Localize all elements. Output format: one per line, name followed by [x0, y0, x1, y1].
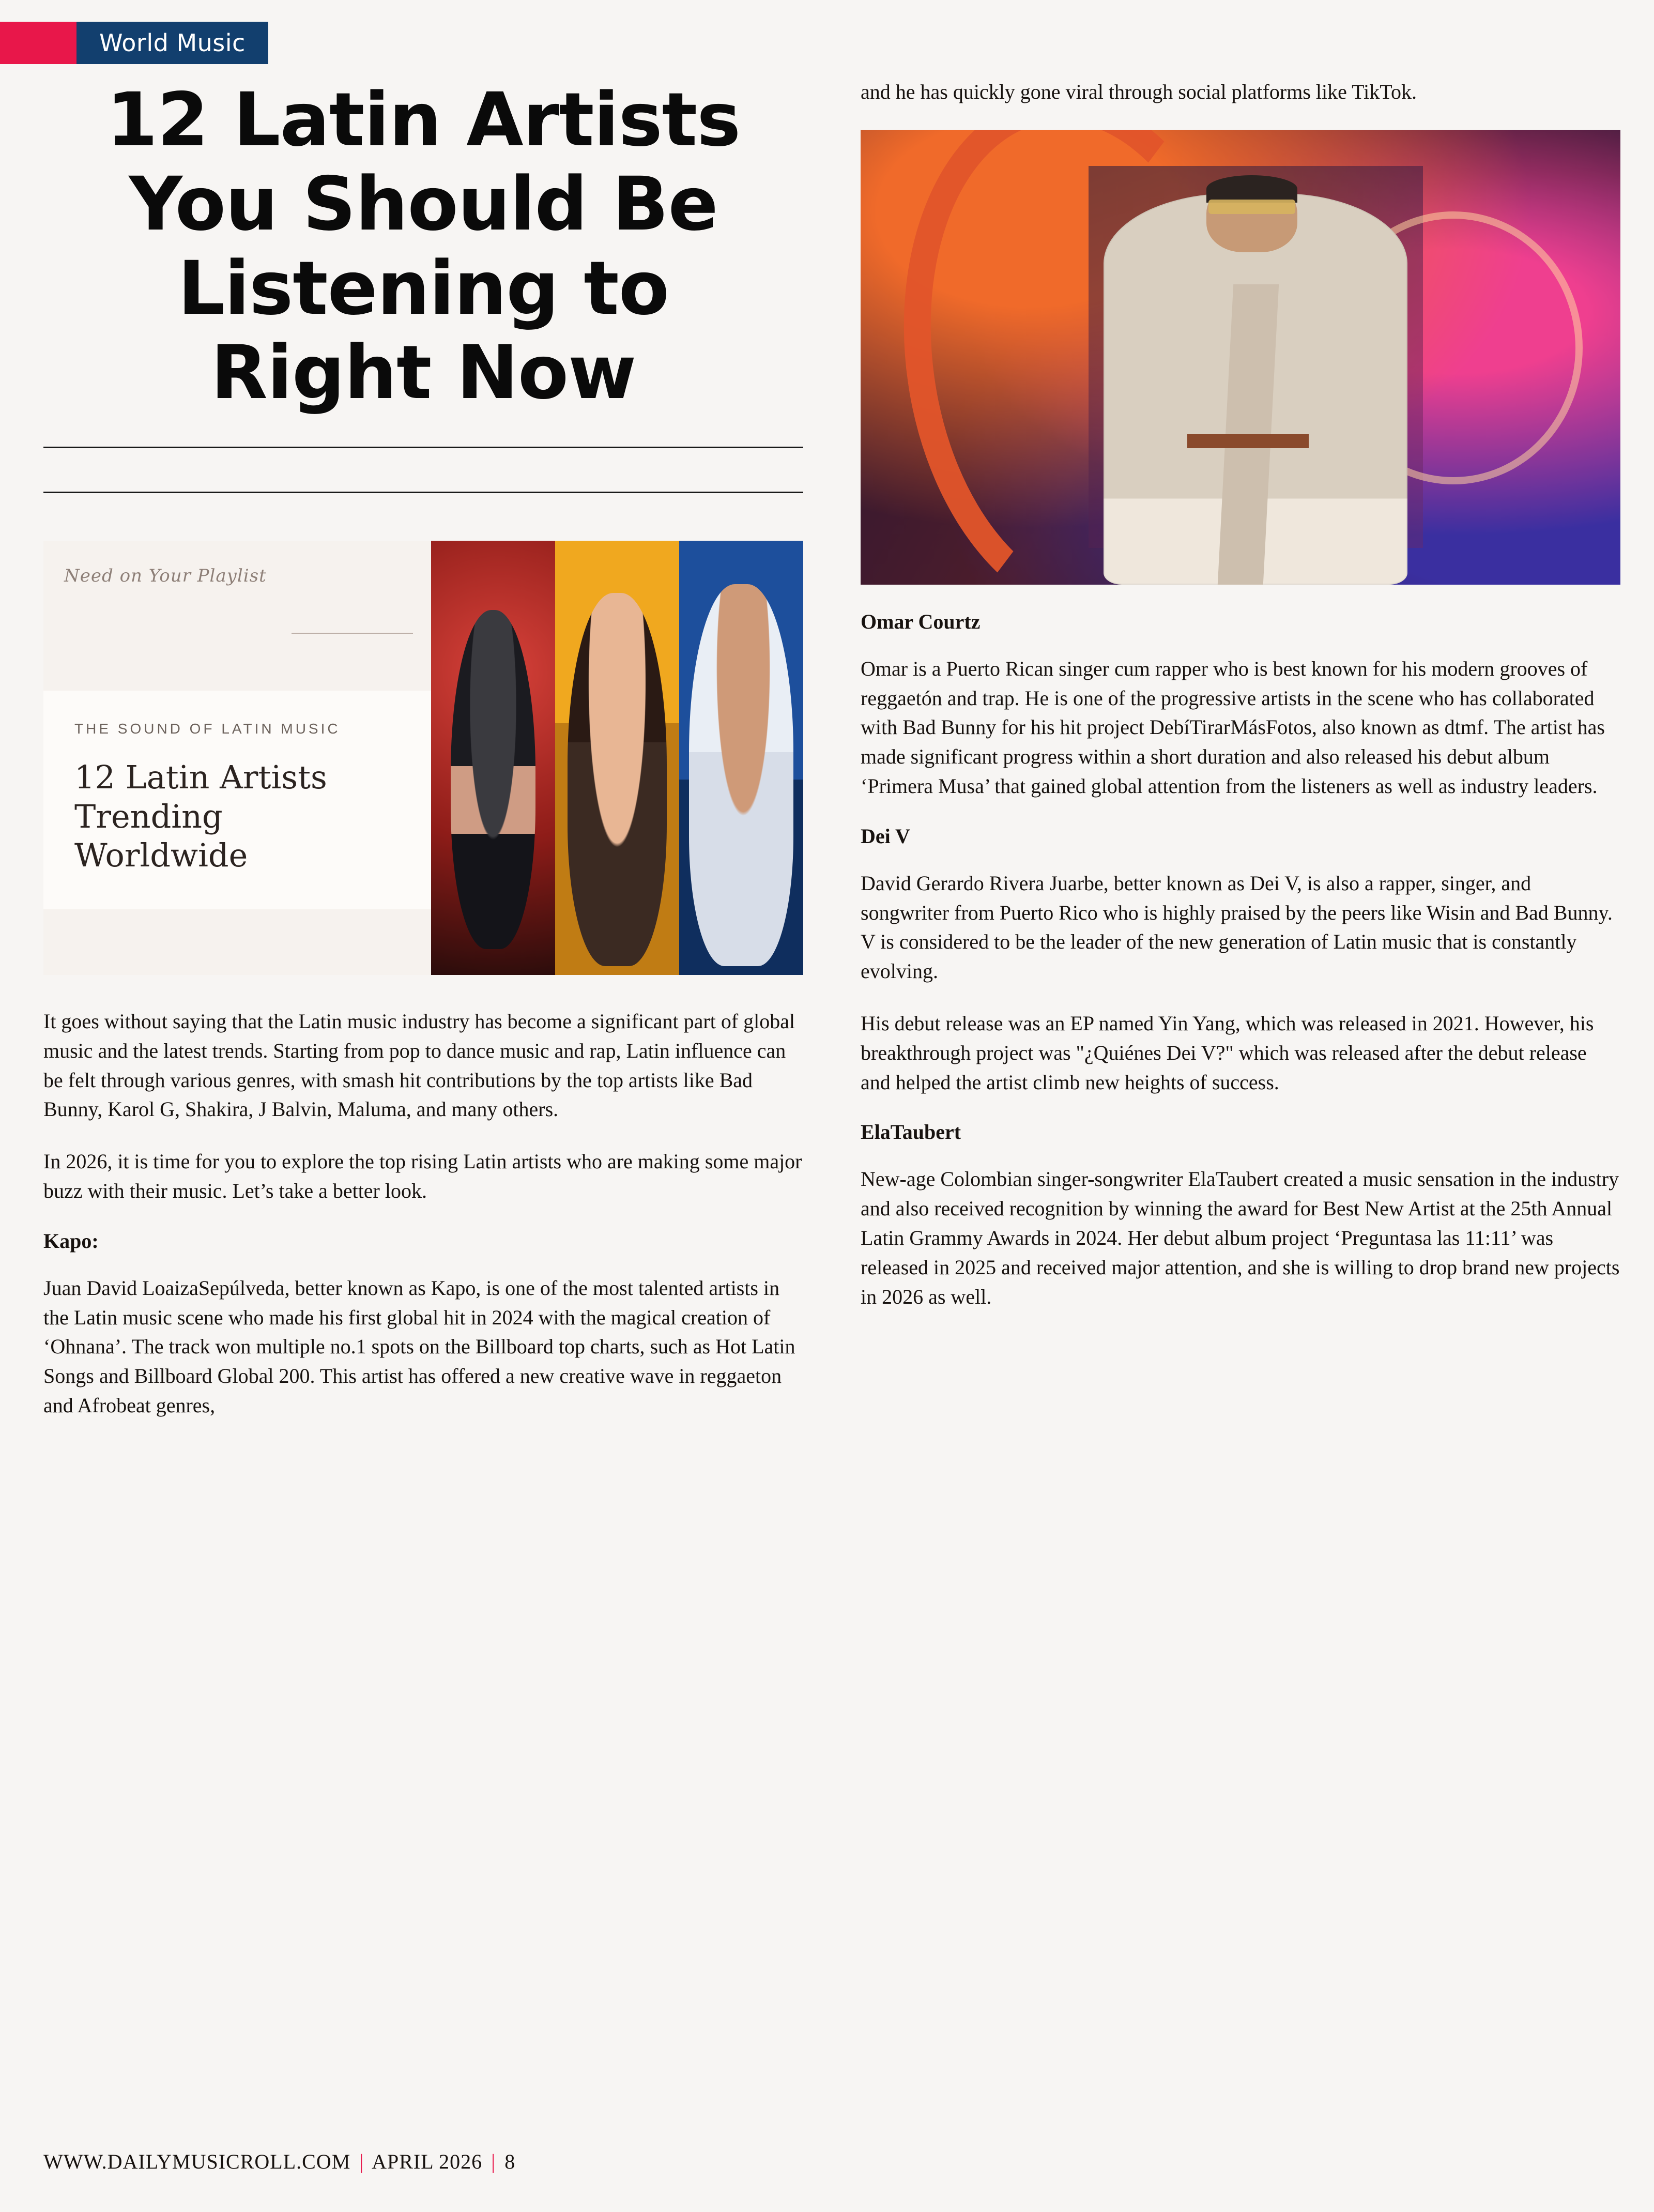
category-strip	[0, 22, 268, 64]
paragraph-ela: New-age Colombian singer-songwriter ElaTaubert created a music sensation in the industry and also received recognition by winning the award for Best New Artist at the 25th Annual Latin Grammy Awards in 2024. Her debut album project ‘Preguntasa las 11:11’ was released in 2025 and received major attention, and she is willing to drop brand new projects in 2026 as well.	[861, 1167, 1620, 1308]
page-title: 12 Latin Artists You Should Be Listening to Right Now	[106, 77, 741, 416]
photo-figure-hair	[1206, 175, 1297, 203]
paragraph-kapo: Juan David LoaizaSepúlveda, better known as Kapo, is one of the most talented artists in the Latin music scene who made his first global hit in 2024 with the magical creation of ‘Ohnana’. The track won multiple no.1 spots on the Billboard top charts, such as Hot Latin Songs and Billboard Global 200. This artist has offered a new creative wave in reggaeton and Afrobeat genres,	[43, 1276, 795, 1417]
promo-card	[43, 691, 431, 909]
subhead-kapo: Kapo:	[43, 1229, 99, 1253]
footer-separator-1: |	[359, 2150, 364, 2173]
promo-photo-artist-3	[679, 541, 803, 975]
category-label: World Music	[99, 29, 246, 57]
footer-separator-2: |	[491, 2150, 496, 2173]
paragraph-intro-1: It goes without saying that the Latin music industry has become a significant part of global music and the latest trends. Starting from pop to dance music and rap, Latin influence can be felt through various genres, with smash hit contributions by the top artists like Bad Bunny, Karol G, Shakira, J Balvin, Maluma, and many others.	[43, 1010, 795, 1121]
paragraph-omar: Omar is a Puerto Rican singer cum rapper who is best known for his modern grooves of reggaetón and trap. He is one of the progressive artists in the scene who has collaborated with Bad Bunny for his hit project DebíTirarMásFotos, also known as dtmf. The artist has made significant progress within a short duration and also released his debut album ‘Primera Musa’ that gained global attention from the listeners as well as industry leaders.	[861, 657, 1605, 798]
footer-site: WWW.DAILYMUSICROLL.COM	[43, 2150, 351, 2173]
photo-figure-belt	[1187, 434, 1309, 448]
left-column	[43, 78, 803, 1443]
category-accent-block	[0, 22, 76, 64]
subhead-dei-v: Dei V	[861, 824, 910, 848]
paragraph-continuation: and he has quickly gone viral through social platforms like TikTok.	[861, 80, 1417, 103]
category-tag	[76, 22, 268, 64]
paragraph-dei-1: David Gerardo Rivera Juarbe, better known as Dei V, is also a rapper, singer, and songwriter from Puerto Rico who is highly praised by the peers like Wisin and Bad Bunny. V is considered to be the leader of the new generation of Latin music that is constantly evolving.	[861, 871, 1613, 983]
divider-top	[43, 447, 803, 448]
promo-script-line: Need on Your Playlist	[64, 566, 267, 587]
promo-photo-artist-2	[555, 541, 679, 975]
promo-title-line1: 12 Latin Artists	[74, 758, 327, 797]
omar-courtz-photo	[861, 130, 1620, 585]
right-column	[861, 78, 1620, 1334]
promo-text-panel	[43, 541, 431, 975]
footer-page-number: 8	[504, 2150, 516, 2173]
footer	[43, 2149, 515, 2174]
subhead-elataubert: ElaTaubert	[861, 1120, 961, 1144]
promo-title-line2: Trending Worldwide	[74, 797, 248, 875]
promo-photo-artist-1	[431, 541, 555, 975]
paragraph-intro-2: In 2026, it is time for you to explore the top rising Latin artists who are making some major buzz with their music. Let’s take a better look.	[43, 1150, 802, 1203]
promo-script-rule	[292, 633, 413, 634]
paragraph-dei-2: His debut release was an EP named Yin Yang, which was released in 2021. However, his breakthrough project was "¿Quiénes Dei V?" which was released after the debut release and helped the artist climb new heights of success.	[861, 1011, 1594, 1094]
divider-second	[43, 492, 803, 493]
playlist-promo-graphic	[43, 541, 803, 975]
promo-photo-strip	[431, 541, 803, 975]
promo-kicker: THE SOUND OF LATIN MUSIC	[74, 721, 341, 737]
footer-issue: APRIL 2026	[372, 2150, 483, 2173]
sunglasses-icon	[1208, 200, 1295, 214]
subhead-omar-courtz: Omar Courtz	[861, 609, 981, 633]
